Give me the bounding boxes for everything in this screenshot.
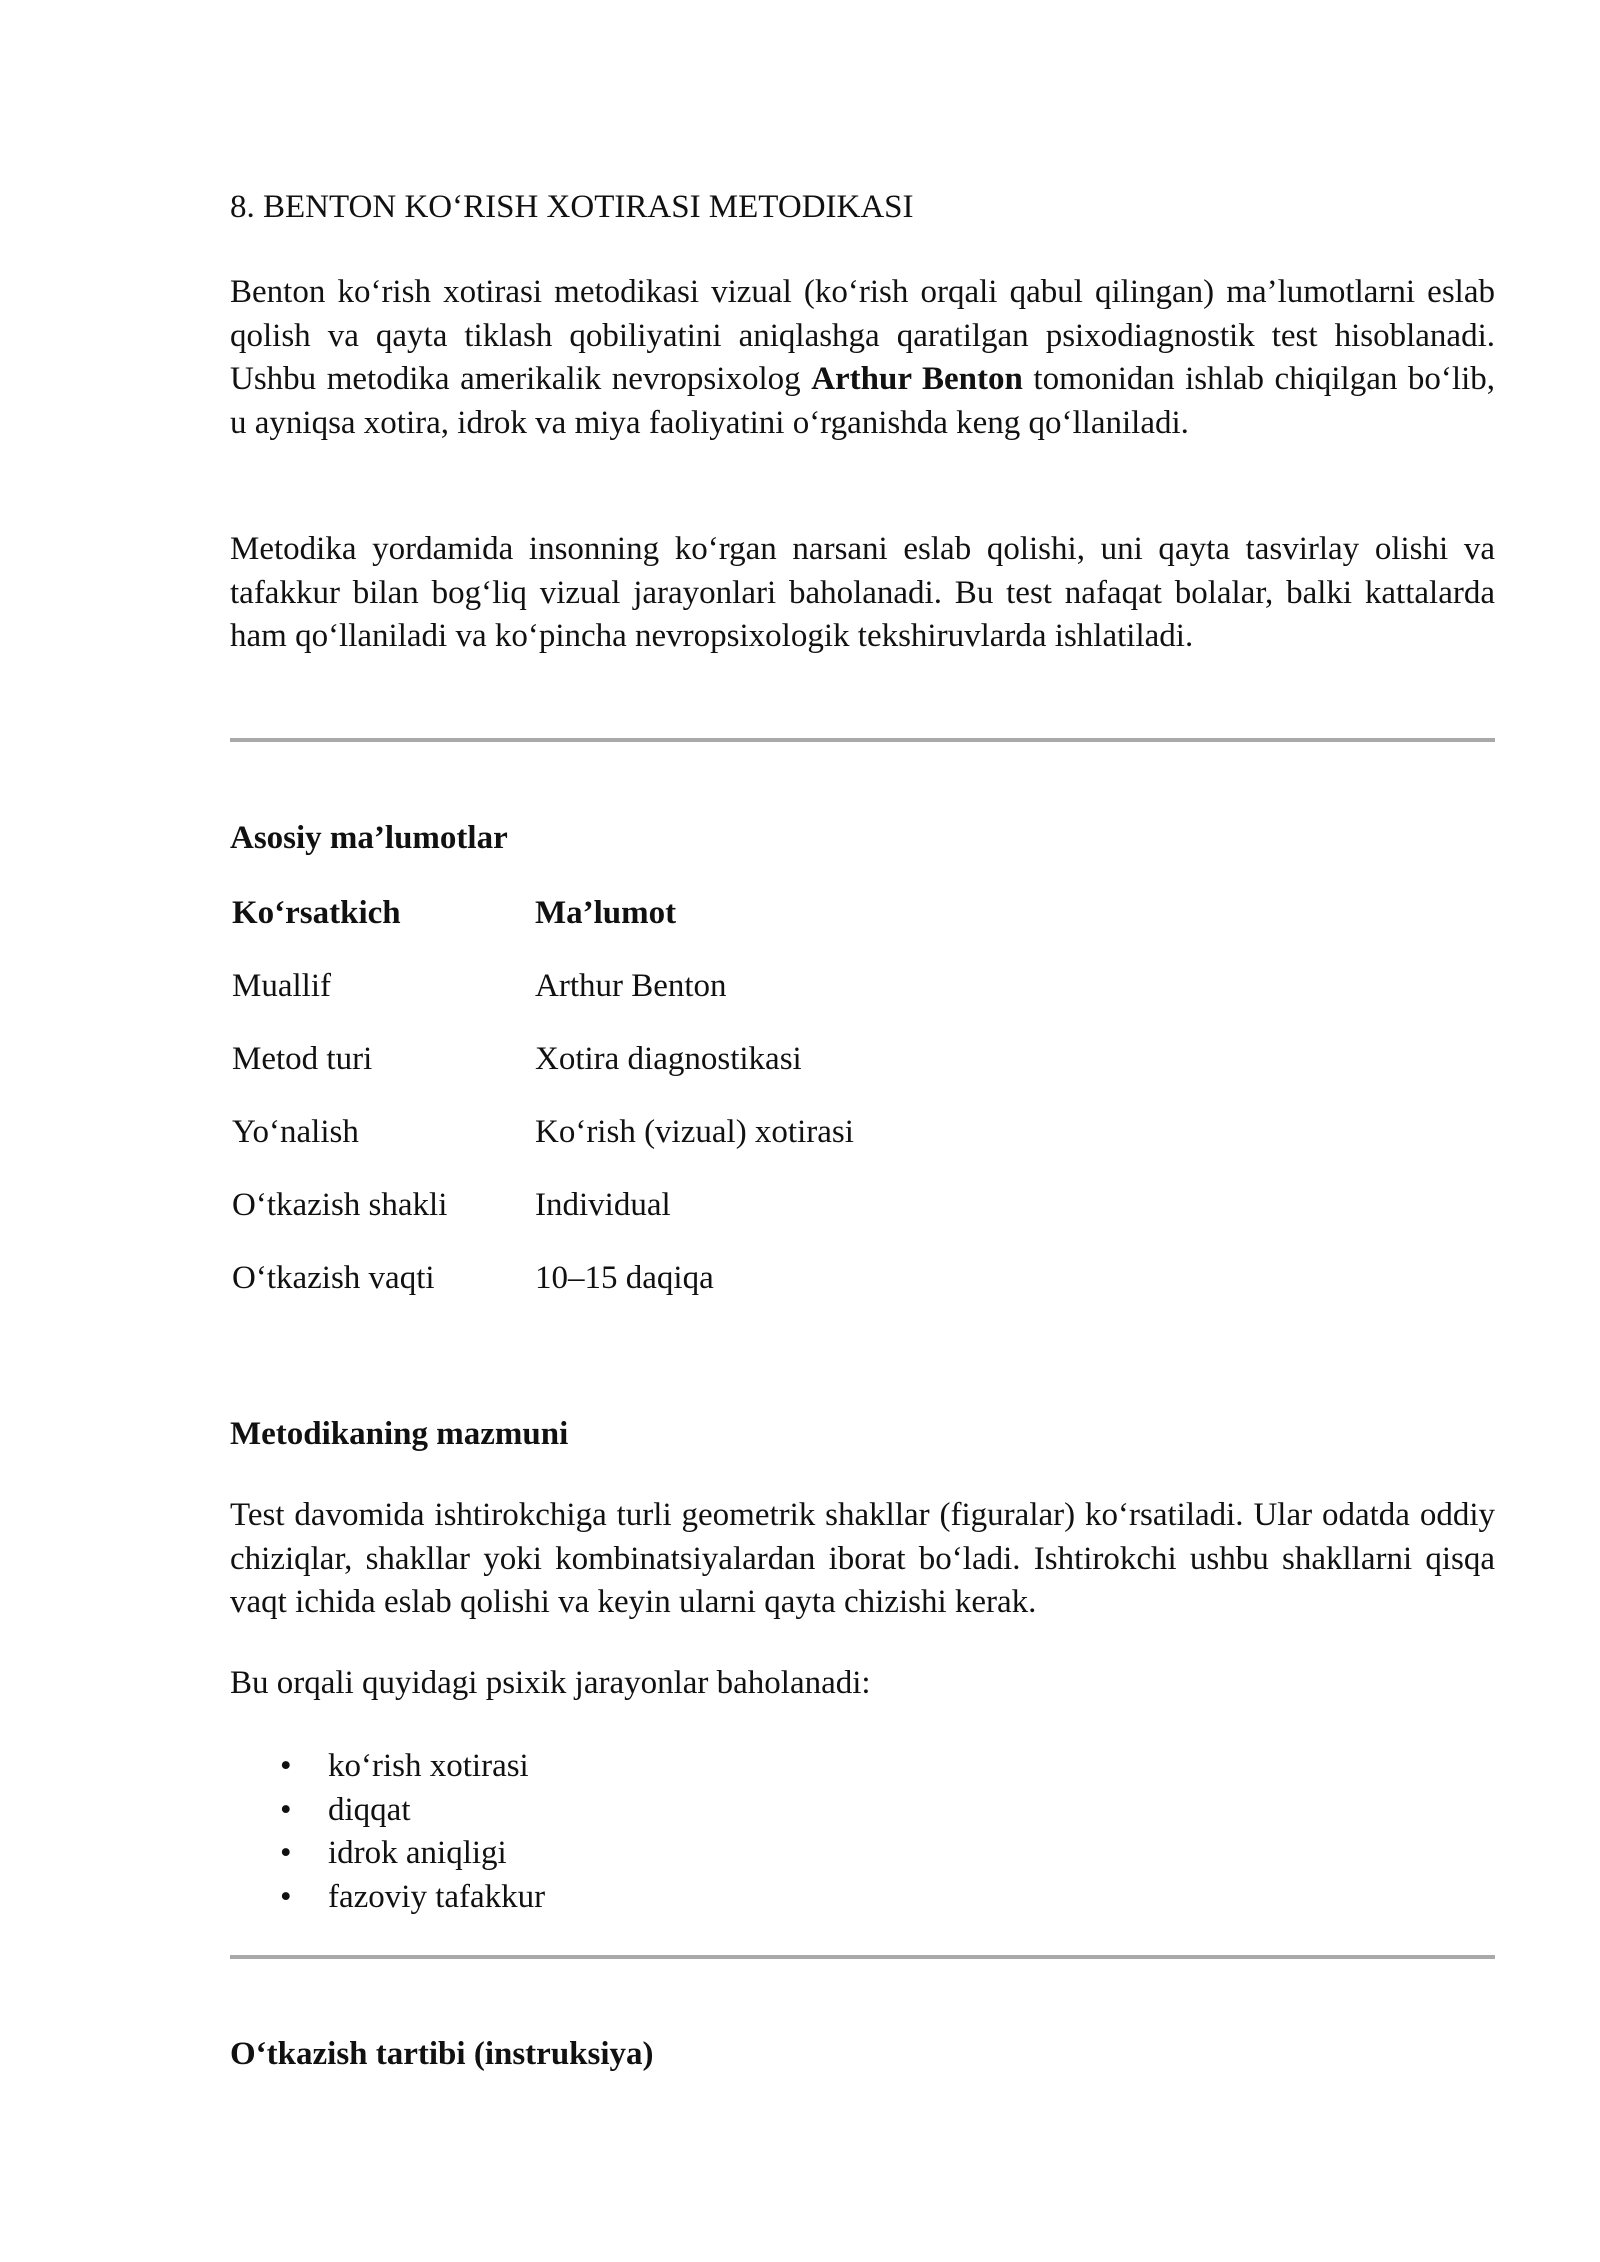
list-item — [230, 1789, 545, 1833]
table-row — [230, 1260, 854, 1333]
document-title: 8. BENTON KO‘RISH XOTIRASI METODIKASI — [230, 189, 914, 225]
content-section-heading: Metodikaning mazmuni — [230, 1416, 569, 1452]
table-cell-label: Yo‘nalish — [232, 1114, 359, 1150]
list-item — [230, 1745, 545, 1789]
bullet-icon: • — [280, 1748, 292, 1784]
section-divider — [230, 1955, 1495, 1959]
info-table — [230, 895, 854, 1333]
table-cell-label: O‘tkazish vaqti — [232, 1260, 435, 1296]
intro-text-start: Benton ko‘rish xotirasi metodikasi vizual (ko‘rish orqali qabul qilingan) ma’lumotlarni eslab qolish va qayta tiklash qobiliyatini aniqlashga qaratilgan psixodiagnostik test hisoblanadi. Ushbu metodika amerikalik nevropsixolog — [230, 274, 1495, 397]
assessment-intro-paragraph: Bu orqali quyidagi psixik jarayonlar baholanadi: — [230, 1665, 871, 1701]
table-cell-label: Muallif — [232, 968, 331, 1004]
intro-text-end: tomonidan ishlab chiqilgan bo‘lib, u ayniqsa xotira, idrok va miya faoliyatini o‘rganishda keng qo‘llaniladi. — [230, 361, 1495, 441]
bullet-icon: • — [280, 1835, 292, 1871]
list-item — [230, 1832, 545, 1876]
table-cell-value: Ko‘rish (vizual) xotirasi — [535, 1114, 854, 1150]
column-header-info: Ma’lumot — [535, 895, 677, 931]
procedure-section-heading: O‘tkazish tartibi (instruksiya) — [230, 2036, 654, 2072]
table-cell-value: Arthur Benton — [535, 968, 727, 1004]
list-item-text: diqqat — [328, 1791, 411, 1828]
table-cell-value: Xotira diagnostikasi — [535, 1041, 802, 1077]
table-row — [230, 1041, 854, 1114]
author-name-bold: Arthur Benton — [811, 361, 1023, 397]
table-row — [230, 1114, 854, 1187]
intro-paragraph-1 — [230, 271, 1495, 445]
list-item-text: ko‘rish xotirasi — [328, 1748, 529, 1784]
table-cell-value: Individual — [535, 1187, 671, 1223]
column-header-indicator: Ko‘rsatkich — [232, 895, 401, 931]
table-header-row — [230, 895, 854, 968]
list-item — [230, 1876, 545, 1920]
table-row — [230, 968, 854, 1041]
bullet-icon: • — [280, 1878, 292, 1915]
intro-paragraph-2: Metodika yordamida insonning ko‘rgan narsani eslab qolishi, uni qayta tasvirlay olishi va tafakkur bilan bog‘liq vizual jarayonlari baholanadi. Bu test nafaqat bolalar, balki kattalarda ham qo‘llaniladi va ko‘pincha nevropsixologik tekshiruvlarda ishlatiladi. — [230, 531, 1495, 654]
list-item-text: fazoviy tafakkur — [328, 1878, 546, 1915]
list-item-text: idrok aniqligi — [328, 1835, 507, 1871]
assessed-processes-list — [230, 1745, 545, 1919]
bullet-icon: • — [280, 1791, 292, 1828]
info-section-heading: Asosiy ma’lumotlar — [230, 820, 508, 856]
table-row — [230, 1187, 854, 1260]
table-cell-value: 10–15 daqiqa — [535, 1260, 714, 1296]
table-cell-label: Metod turi — [232, 1041, 373, 1077]
table-cell-label: O‘tkazish shakli — [232, 1187, 448, 1223]
content-paragraph: Test davomida ishtirokchiga turli geometrik shakllar (figuralar) ko‘rsatiladi. Ular odatda oddiy chiziqlar, shakllar yoki kombinatsiyalardan iborat bo‘ladi. Ishtirokchi ushbu shakllarni qisqa vaqt ichida eslab qolishi va keyin ularni qayta chizishi kerak. — [230, 1497, 1495, 1620]
section-divider — [230, 738, 1495, 742]
